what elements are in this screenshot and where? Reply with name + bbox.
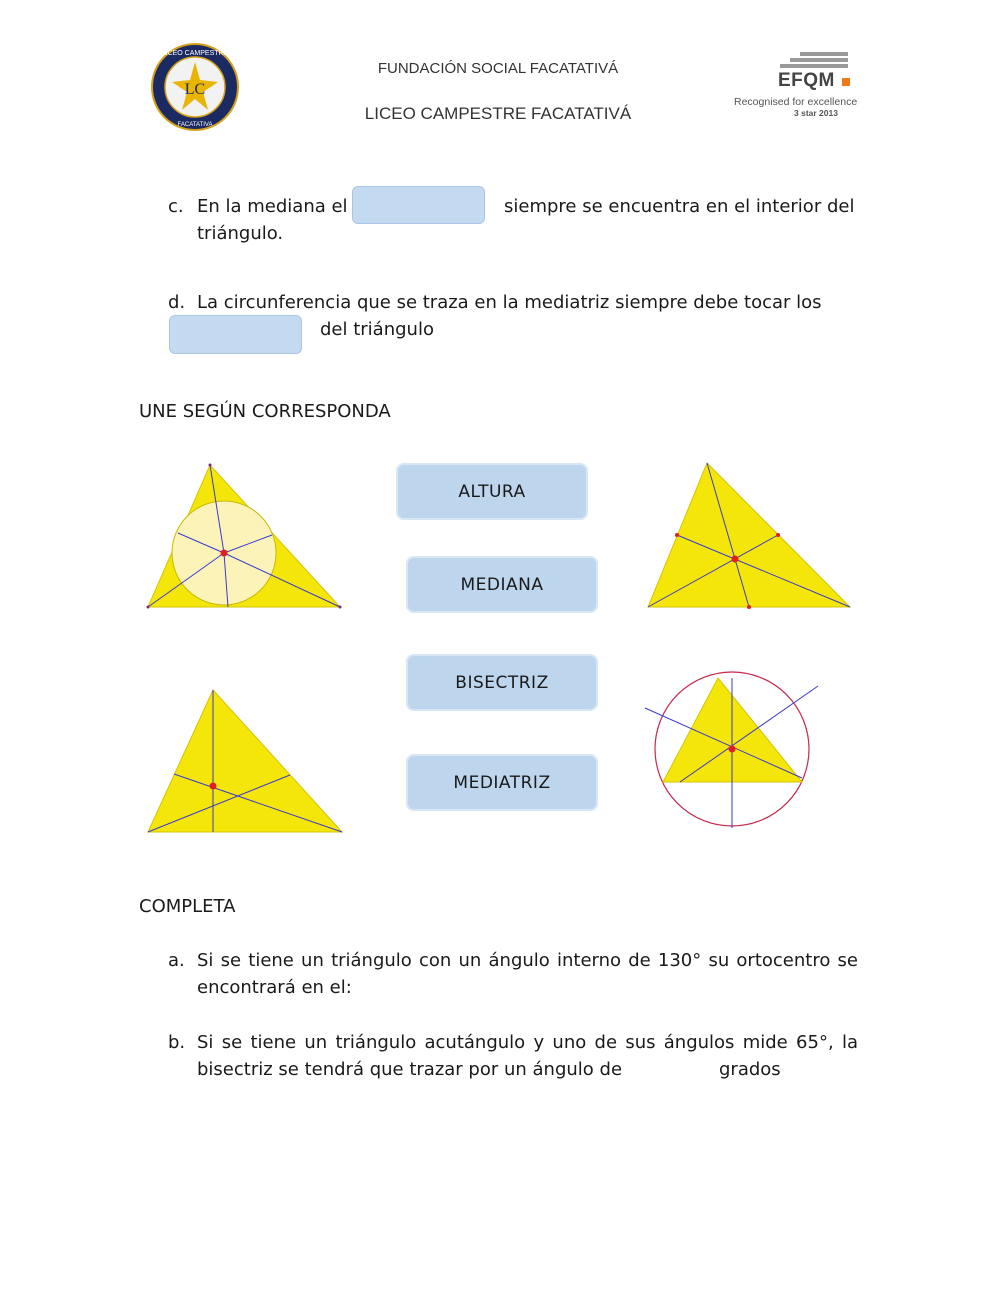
school-logo-graphic bbox=[150, 42, 240, 132]
triangle-perpendicular-bisectors[interactable] bbox=[640, 670, 840, 835]
option-mediana[interactable]: MEDIANA bbox=[406, 556, 598, 613]
efqm-wordmark: EFQM bbox=[778, 70, 835, 91]
item-c-line1-end: siempre se encuentra en el interior del bbox=[504, 196, 855, 217]
efqm-line1: Recognised for excellence bbox=[734, 96, 858, 108]
efqm-line2: 3 star 2013 bbox=[794, 108, 838, 118]
foundation-name: FUNDACIÓN SOCIAL FACATATIVÁ bbox=[377, 60, 619, 77]
triangle-altitudes[interactable] bbox=[140, 682, 350, 842]
item-b-line2-start: bisectriz se tendrá que trazar por un ángulo de bbox=[197, 1059, 623, 1080]
logo-text-bottom: FACATATIVA bbox=[177, 122, 213, 128]
item-c-answer-input[interactable] bbox=[352, 186, 485, 224]
item-b-line1: Si se tiene un triángulo acutángulo y uno de sus ángulos mide 65°, la bbox=[197, 1032, 858, 1053]
option-altura[interactable]: ALTURA bbox=[396, 463, 588, 520]
item-c-line2: triángulo. bbox=[197, 223, 284, 244]
efqm-logo bbox=[732, 52, 857, 122]
item-a-line1: Si se tiene un triángulo con un ángulo interno de 130° su ortocentro se bbox=[197, 950, 858, 971]
item-b-answer-input[interactable] bbox=[632, 1054, 714, 1084]
triangle-incircle[interactable] bbox=[140, 455, 350, 615]
option-bisectriz[interactable]: BISECTRIZ bbox=[406, 654, 598, 711]
school-logo bbox=[150, 42, 240, 132]
item-d-line1: La circunferencia que se traza en la mediatriz siempre debe tocar los bbox=[197, 292, 822, 313]
logo-monogram: LC bbox=[184, 81, 206, 98]
logo-text-top: LICEO CAMPESTRE bbox=[161, 50, 229, 57]
efqm-bars bbox=[780, 52, 848, 72]
item-a-answer-input[interactable] bbox=[360, 972, 530, 1002]
option-mediatriz[interactable]: MEDIATRIZ bbox=[406, 754, 598, 811]
efqm-orange-square bbox=[842, 78, 850, 86]
school-name: LICEO CAMPESTRE FACATATIVÁ bbox=[364, 104, 632, 123]
item-d-line2-end: del triángulo bbox=[320, 319, 434, 340]
item-a-line2: encontrará en el: bbox=[197, 977, 352, 998]
triangle-medians[interactable] bbox=[645, 455, 855, 615]
item-d-marker: d. bbox=[168, 292, 186, 313]
item-b-marker: b. bbox=[168, 1032, 186, 1053]
item-b-line2-end: grados bbox=[719, 1059, 781, 1080]
item-d-answer-input[interactable] bbox=[169, 315, 302, 354]
item-c-line1-start: En la mediana el bbox=[197, 196, 348, 217]
item-c-marker: c. bbox=[168, 196, 184, 217]
item-a-marker: a. bbox=[168, 950, 185, 971]
match-heading: UNE SEGÚN CORRESPONDA bbox=[139, 401, 391, 422]
complete-heading: COMPLETA bbox=[139, 896, 236, 917]
